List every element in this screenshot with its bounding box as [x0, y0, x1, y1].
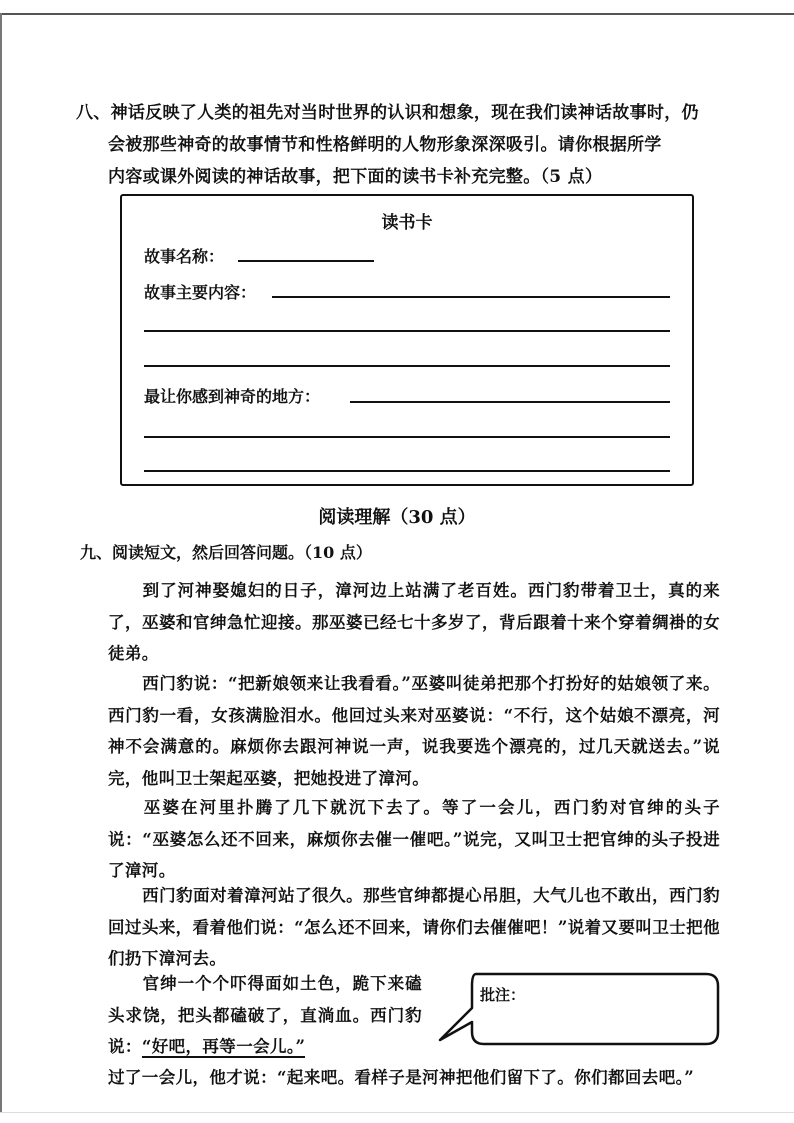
passage-paragraph-2-text: 西门豹说：“把新娘领来让我看看。”巫婆叫徒弟把那个打扮好的姑娘领了来。西门豹一看，女孩满脸泪水。他回过头来对巫婆说：“不行，这个姑娘不漂亮，河神不会满意的。麻烦你去跟河神说一声，说我要选个漂亮的，过几天就送去。”说完，他叫卫士架起巫婆，把她投进了漳河。 [108, 674, 720, 788]
passage-paragraph-5-end: 过了一会儿，他才说：“起来吧。看样子是河神把他们留下了。你们都回去吧。” [108, 1068, 695, 1087]
main-content-answer-line-1[interactable] [272, 296, 670, 298]
passage-paragraph-3 [108, 792, 720, 887]
passage-paragraph-5 [108, 968, 422, 1063]
passage-paragraph-1-text: 到了河神娶媳妇的日子，漳河边上站满了老百姓。西门豹带着卫士，真的来了，巫婆和官绅急忙迎接。那巫婆已经七十多岁了，背后跟着十来个穿着绸褂的女徒弟。 [108, 581, 720, 663]
story-name-answer-line[interactable] [238, 260, 374, 262]
most-amazing-label: 最让你感到神奇的地方： [144, 387, 321, 406]
annotation-box[interactable] [436, 970, 722, 1048]
page-top-border [0, 13, 794, 15]
underlined-quote: “好吧，再等一会儿。” [141, 1037, 306, 1056]
most-amazing-answer-line-3[interactable] [144, 470, 670, 472]
section-title-reading-comprehension: 阅读理解（30 点） [318, 507, 476, 528]
page-bottom-edge [0, 1112, 794, 1113]
speech-bubble-icon [436, 970, 722, 1048]
reading-card-title: 读书卡 [381, 213, 433, 233]
passage-paragraph-4 [108, 880, 720, 975]
question-8-line-2: 会被那些神奇的故事情节和性格鲜明的人物形象深深吸引。请你根据所学 [108, 135, 662, 155]
question-9-title: 九、阅读短文，然后回答问题。（10 点） [80, 543, 372, 562]
passage-paragraph-2 [108, 668, 720, 794]
question-8-line-1: 八、神话反映了人类的祖先对当时世界的认识和想象，现在我们读神话故事时，仍 [76, 103, 699, 123]
annotation-label: 批注： [480, 986, 526, 1004]
passage-paragraph-4-text: 西门豹面对着漳河站了很久。那些官绅都提心吊胆，大气儿也不敢出，西门豹回过头来，看着他们说：“怎么还不回来，请你们去催催吧！”说着又要叫卫士把他们扔下漳河去。 [108, 886, 720, 968]
passage-paragraph-1 [108, 575, 720, 670]
passage-paragraph-5-text-start: 官绅一个个吓得面如土色，跪下来磕头求饶，把头都磕破了，直淌血。西门豹说： [108, 974, 422, 1056]
page-left-border [0, 13, 2, 1113]
passage-paragraph-3-text: 巫婆在河里扑腾了几下就沉下去了。等了一会儿，西门豹对官绅的头子说：“巫婆怎么还不回来，麻烦你去催一催吧。”说完，又叫卫士把官绅的头子投进了漳河。 [108, 798, 720, 880]
main-content-answer-line-3[interactable] [144, 365, 670, 367]
most-amazing-answer-line-1[interactable] [350, 401, 670, 403]
story-name-label: 故事名称： [144, 247, 225, 266]
main-content-answer-line-2[interactable] [144, 330, 670, 332]
reading-card [120, 194, 694, 486]
main-content-label: 故事主要内容： [144, 283, 257, 302]
question-8-line-3: 内容或课外阅读的神话故事，把下面的读书卡补充完整。（5 点） [108, 167, 603, 187]
most-amazing-answer-line-2[interactable] [144, 436, 670, 438]
